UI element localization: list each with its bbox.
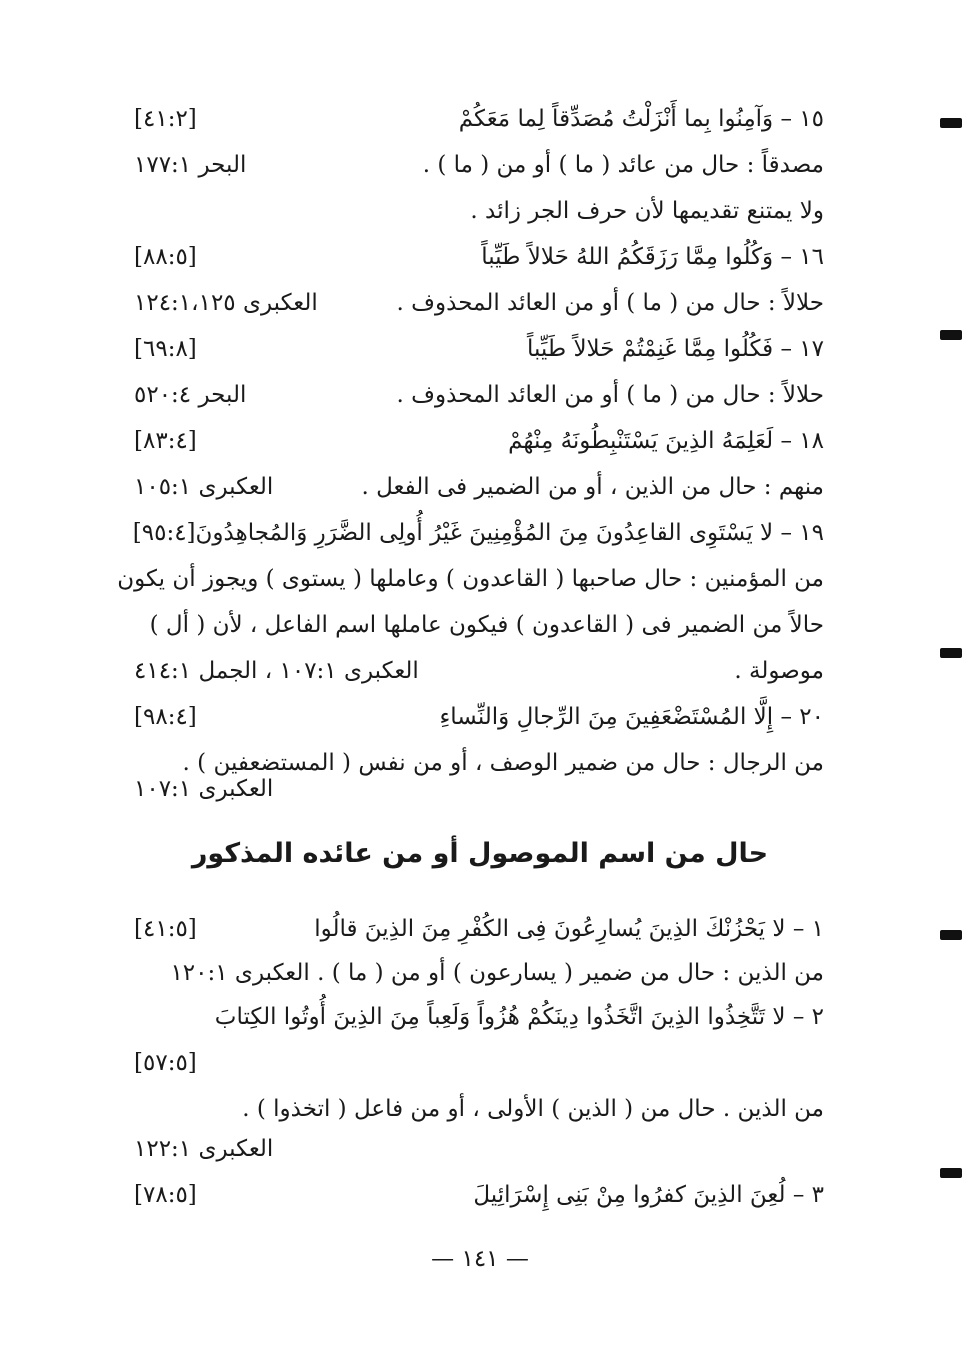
text-line [134, 510, 824, 556]
section-heading: حال من اسم الموصول أو من عائده المذكور [191, 838, 769, 869]
line-reference: [٨٨:٥] [134, 244, 197, 270]
line-reference: العكبرى ١٠٥:١ [134, 474, 274, 500]
line-text: موصولة . [734, 658, 824, 684]
line-reference: [٩٨:٤] [134, 704, 197, 730]
line-text: منهم : حال من الذين ، أو من الضمير فى الفعل . [361, 474, 824, 500]
text-line [134, 1172, 824, 1218]
line-reference: [٨٣:٤] [134, 428, 197, 454]
text-line [134, 1040, 824, 1086]
text-line [134, 602, 824, 648]
binding-mark [940, 1168, 962, 1178]
line-reference: البحر ١٧٧:١ [134, 152, 247, 178]
text-line [134, 994, 824, 1040]
line-reference: البحر ٥٢٠:٤ [134, 382, 247, 408]
text-line [117, 556, 824, 602]
line-reference: [٤١:٢] [134, 106, 197, 132]
line-text: من الذين . حال من ( الذين ) الأولى ، أو من فاعل ( اتخذوا ) . [242, 1096, 824, 1122]
line-reference: [٤١:٥] [134, 916, 197, 942]
text-line [134, 234, 824, 280]
line-reference: العكبرى ١٠٧:١ [134, 776, 274, 802]
line-text: ١٦ – وَكُلُوا مِمَّا رَزَقَكُمُ اللهُ حَلالاً طَيِّباً [481, 244, 824, 270]
line-reference: [٥٧:٥] [134, 1050, 197, 1076]
line-text: ٢٠ – إِلَّا المُسْتَضْعَفِينَ مِنَ الرِّجالِ وَالنِّساءِ [439, 704, 824, 730]
text-line [134, 326, 824, 372]
line-text: حلالاً : حال من ( ما ) أو من العائد المحذوف . [396, 382, 824, 408]
text-line [134, 950, 824, 996]
text-line [134, 280, 824, 326]
line-text: ١٧ – فَكُلُوا مِمَّا غَنِمْتُمْ حَلالاً طَيِّباً [526, 336, 824, 362]
line-text: من المؤمنين : حال صاحبها ( القاعدون ) وعاملها ( يستوى ) ويجوز أن يكون [117, 566, 824, 592]
text-line [134, 648, 824, 694]
line-text: ٢ – لا تَتَّخِذُوا الذِينَ اتَّخَذُوا دِينَكُمْ هُزُواً وَلَعِباً مِنَ الذِينَ أُوتُوا الكِتابَ [214, 1004, 824, 1030]
line-reference: [٦٩:٨] [134, 336, 197, 362]
text-line [134, 1126, 824, 1172]
binding-mark [940, 648, 962, 658]
line-reference: العكبرى ١٢٤:١،١٢٥ [134, 290, 318, 316]
line-text: ١٩ – لا يَسْتَوِى القاعِدُونَ مِنَ المُؤْمِنِينَ غَيْرُ أُولِى الضَّرَرِ وَالمُجاهِدُونَ[٩٥:٤] [132, 520, 824, 546]
text-line [134, 766, 824, 812]
line-reference: [٧٨:٥] [134, 1182, 197, 1208]
binding-mark [940, 930, 962, 940]
text-line [134, 464, 824, 510]
line-text: ١ – لا يَحْزُنْكَ الذِينَ يُسارِعُونَ فِى الكُفْرِ مِنَ الذِينَ قالُوا [314, 916, 824, 942]
line-text: مصدقاً : حال من عائد ( ما ) أو من ( ما ) . [422, 152, 824, 178]
page-number: — ١٤١ — [431, 1246, 529, 1272]
text-line [134, 96, 824, 142]
line-text: من الرجال : حال من ضمير الوصف ، أو من نفس ( المستضعفين ) . [182, 750, 824, 776]
binding-mark [940, 118, 962, 128]
line-text: ١٨ – لَعَلِمَهُ الذِينَ يَسْتَنْبِطُونَهُ مِنْهُمْ [508, 428, 824, 454]
text-line [134, 188, 824, 234]
line-text: ولا يمتنع تقديمها لأن حرف الجر زائد . [470, 198, 824, 224]
text-line [134, 142, 824, 188]
text-line [134, 906, 824, 952]
line-reference: العكبرى ١٢٢:١ [134, 1136, 274, 1162]
line-text: ٣ – لُعِنَ الذِينَ كفرُوا مِنْ بَنِى إِسْرَائِيلَ [473, 1182, 824, 1208]
line-reference: العكبرى ١٠٧:١ ، الجمل ٤١٤:١ [134, 658, 419, 684]
line-text: حالاً من الضمير فى ( القاعدون ) فيكون عاملها اسم الفاعل ، لأن ( أل ) [149, 612, 824, 638]
text-line [134, 372, 824, 418]
text-line [134, 418, 824, 464]
line-text: من الذين : حال من ضمير ( يسارعون ) أو من ( ما ) . العكبرى ١٢٠:١ [170, 960, 824, 986]
binding-mark [940, 330, 962, 340]
line-text: حلالاً : حال من ( ما ) أو من العائد المحذوف . [396, 290, 824, 316]
text-line [134, 694, 824, 740]
line-text: ١٥ – وَآمِنُوا بِما أَنْزَلْتُ مُصَدِّقاً لِما مَعَكُمْ [458, 106, 824, 132]
